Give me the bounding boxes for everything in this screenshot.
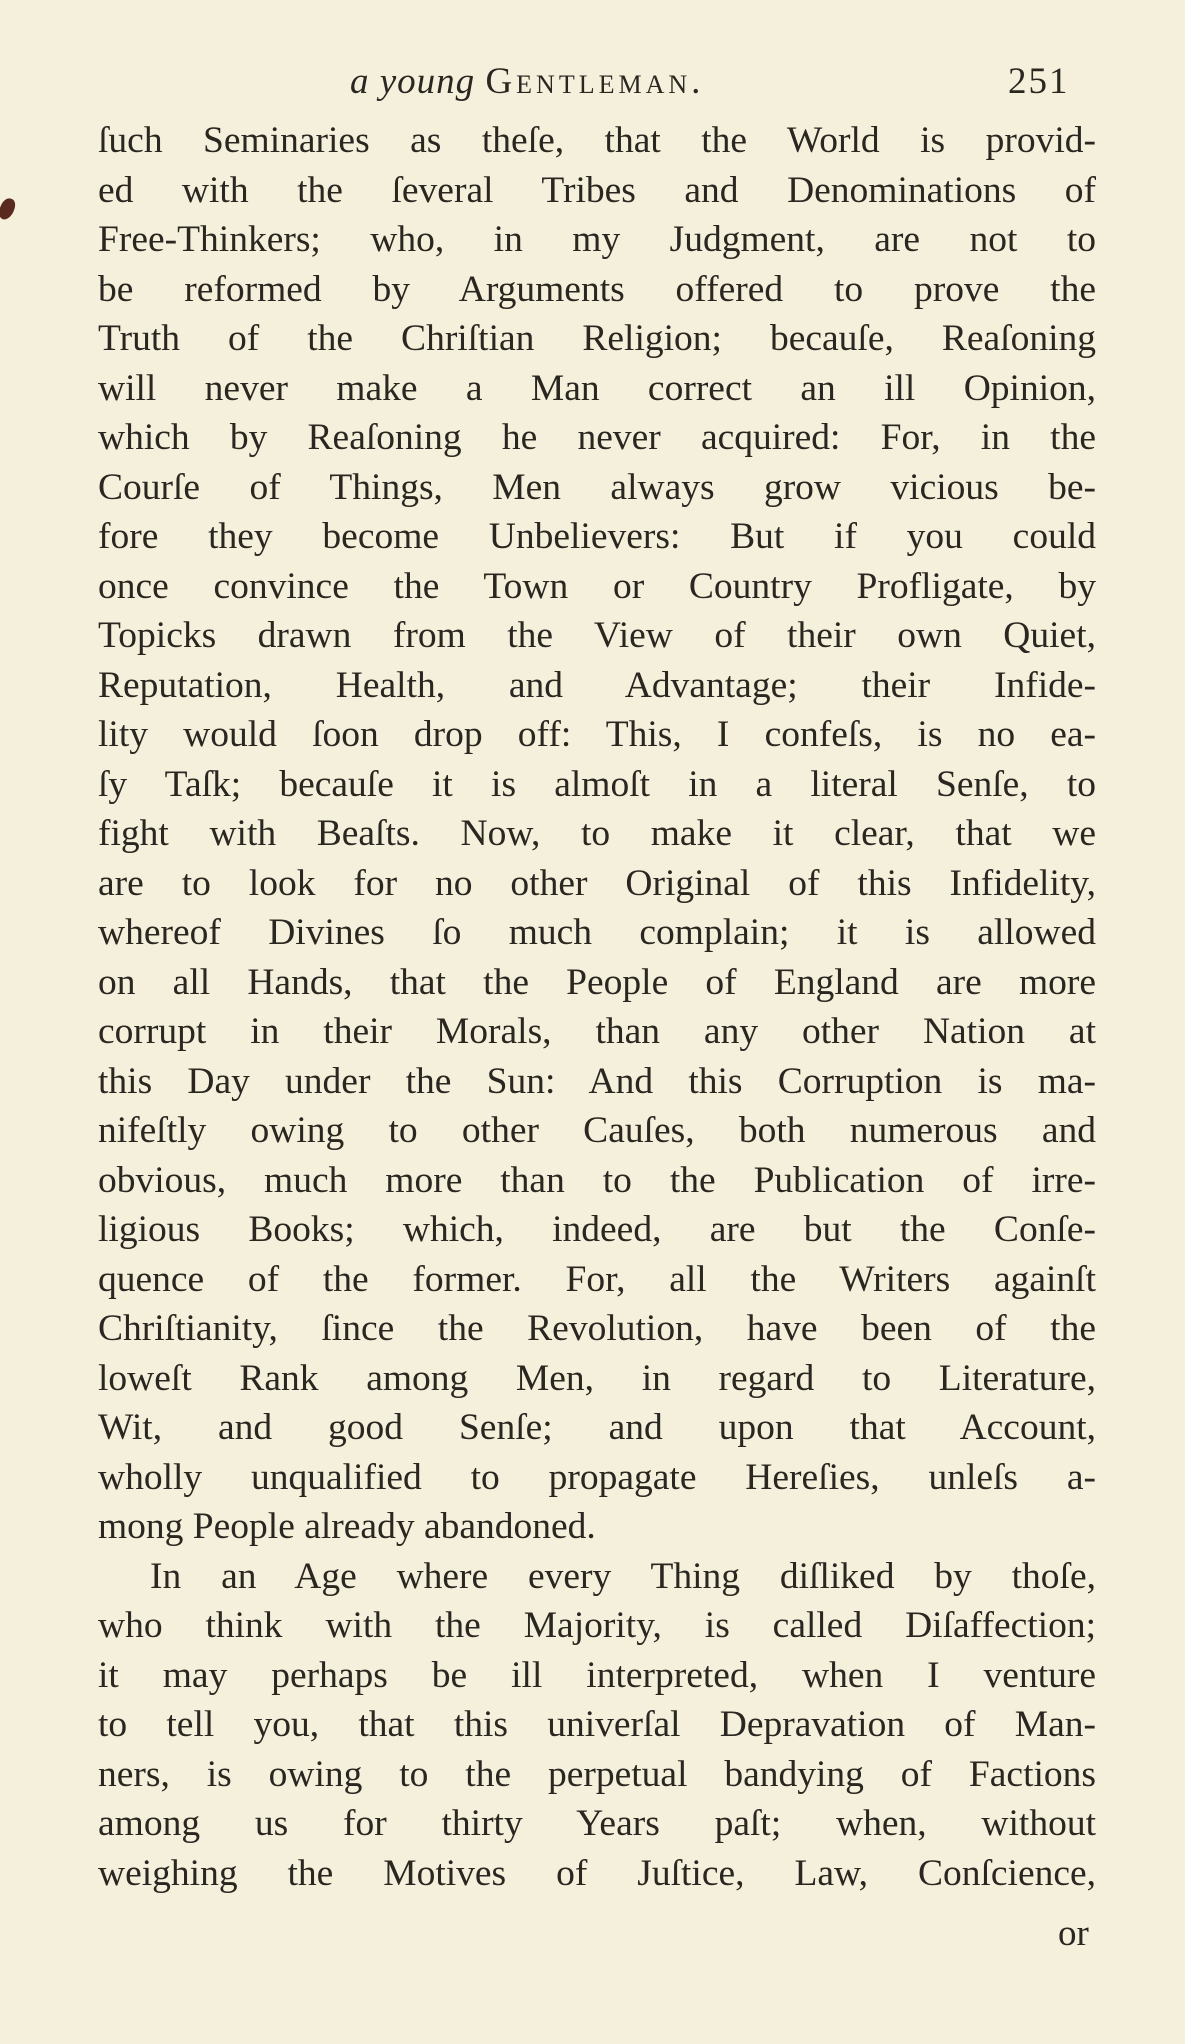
- text-line: be reformed by Arguments offered to prove the: [98, 268, 1096, 310]
- text-line: nifeſtly owing to other Cauſes, both numerous and: [98, 1110, 1096, 1151]
- text-line: to tell you, that this univerſal Depravation of Man-: [98, 1704, 1096, 1745]
- page-number: 251: [1008, 61, 1070, 102]
- text-line: Topicks drawn from the View of their own Quiet,: [98, 615, 1096, 656]
- text-line: lity would ſoon drop off: This, I confeſs, is no ea-: [98, 714, 1096, 755]
- text-line: ſy Taſk; becauſe it is almoſt in a literal Senſe, to: [98, 763, 1096, 805]
- running-head-italic: a young: [350, 61, 476, 102]
- text-line: are to look for no other Original of this Infidelity,: [98, 862, 1096, 904]
- text-line: ners, is owing to the perpetual bandying of Factions: [98, 1753, 1096, 1795]
- text-line: weighing the Motives of Juſtice, Law, Conſcience,: [98, 1852, 1096, 1894]
- text-line: this Day under the Sun: And this Corruption is ma-: [98, 1060, 1096, 1102]
- text-line: loweſt Rank among Men, in regard to Literature,: [98, 1357, 1096, 1399]
- ink-blot: [0, 196, 17, 221]
- text-line: ed with the ſeveral Tribes and Denominations of: [98, 169, 1096, 211]
- text-line: will never make a Man correct an ill Opinion,: [98, 367, 1096, 409]
- text-line: In an Age where every Thing diſliked by thoſe,: [150, 1555, 1096, 1597]
- text-line: Reputation, Health, and Advantage; their Infide-: [98, 664, 1096, 706]
- text-line: Truth of the Chriſtian Religion; becauſe, Reaſoning: [98, 318, 1096, 359]
- text-line: Free-Thinkers; who, in my Judgment, are not to: [98, 219, 1096, 260]
- text-line: Wit, and good Senſe; and upon that Account,: [98, 1407, 1096, 1448]
- text-line: who think with the Majority, is called Diſaffection;: [98, 1605, 1096, 1646]
- text-line: it may perhaps be ill interpreted, when I venture: [98, 1654, 1096, 1696]
- text-line: wholly unqualified to propagate Hereſies, unleſs a-: [98, 1456, 1096, 1498]
- text-line: ſuch Seminaries as theſe, that the World is provid-: [98, 120, 1096, 161]
- text-line: quence of the former. For, all the Writers againſt: [98, 1258, 1096, 1300]
- text-line: which by Reaſoning he never acquired: For, in the: [98, 417, 1096, 458]
- page-header: [0, 60, 1185, 110]
- body-text: [98, 116, 1096, 1898]
- running-head: [350, 60, 704, 103]
- text-line: obvious, much more than to the Publication of irre-: [98, 1159, 1096, 1201]
- running-head-caps: Gentleman.: [485, 61, 705, 102]
- text-line: mong People already abandoned.: [98, 1506, 596, 1547]
- text-line: on all Hands, that the People of England are more: [98, 961, 1096, 1003]
- text-line: Chriſtianity, ſince the Revolution, have been of the: [98, 1308, 1096, 1349]
- text-line: fore they become Unbelievers: But if you could: [98, 516, 1096, 557]
- text-line: among us for thirty Years paſt; when, without: [98, 1803, 1096, 1844]
- text-line: fight with Beaſts. Now, to make it clear, that we: [98, 813, 1096, 854]
- text-line: once convince the Town or Country Profligate, by: [98, 565, 1096, 607]
- text-line: Courſe of Things, Men always grow vicious be-: [98, 466, 1096, 508]
- text-line: ligious Books; which, indeed, are but the Conſe-: [98, 1209, 1096, 1250]
- catchword: or: [1058, 1913, 1089, 1954]
- text-line: whereof Divines ſo much complain; it is allowed: [98, 912, 1096, 953]
- text-line: corrupt in their Morals, than any other Nation at: [98, 1011, 1096, 1052]
